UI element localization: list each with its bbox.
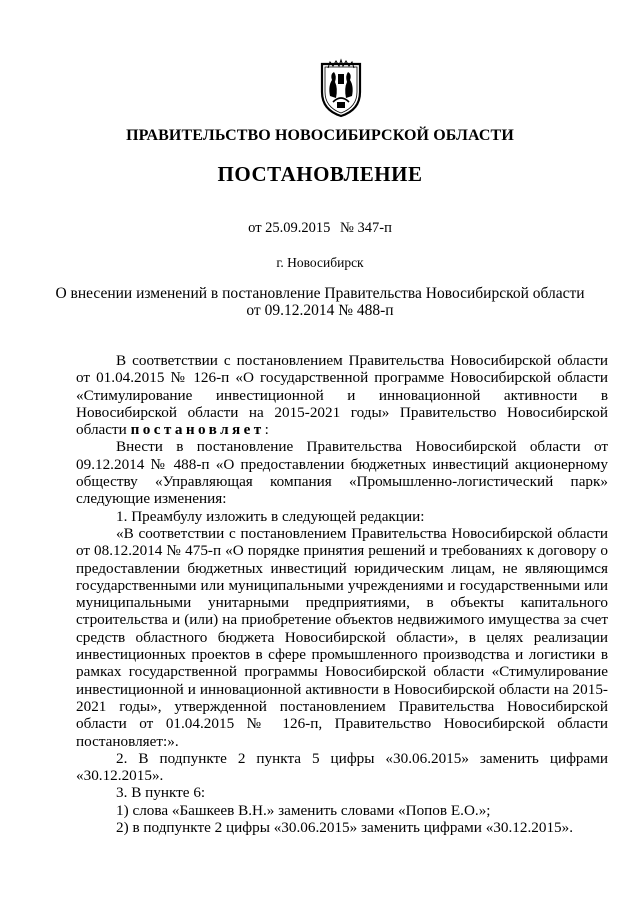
- document-subject: [0, 285, 640, 319]
- preamble-paragraph: [76, 352, 608, 438]
- body-paragraph-6: 3. В пункте 6:: [116, 784, 206, 802]
- body-paragraph-8: 2) в подпункте 2 цифры «30.06.2015» заменить цифрами «30.12.2015».: [116, 819, 574, 837]
- document-date: от 25.09.2015: [248, 220, 331, 236]
- body-paragraph-5: 2. В подпункте 2 пункта 5 цифры «30.06.2015» заменить цифрами «30.12.2015».: [76, 749, 608, 785]
- decree-word: постановляет: [130, 421, 265, 439]
- date-number-line: [0, 220, 640, 237]
- body-paragraph-4: «В соответствии с постановлением Правительства Новосибирской области от 08.12.2014 № 475-п «О порядке принятия решений и требованиях к договору о предоставлении бюджетных инвестиций юридическим лицам, не являющимся государственными или муниципальными учреждениями и государственными или муниципальными унитарными предприятиями, в объекты капитального строительства и (или) на приобретение объектов недвижимого имущества за счет средств областного бюджета Новосибирской области», в целях реализации инвестиционных проектов в сфере промышленного производства и логистики в рамках государственной программы Новосибирской области «Стимулирование инвестиционной и инновационной активности в Новосибирской области на 2015-2021 годы», утвержденной постановлением Правительства Новосибирской области от 01.04.2015 № 126-п, Правительство Новосибирской области постановляет:».: [76, 524, 608, 750]
- document-body: [76, 352, 608, 836]
- document-number: № 347-п: [340, 220, 392, 236]
- coat-of-arms-icon: [318, 58, 364, 118]
- preamble-text: В соответствии с постановлением Правительства Новосибирской области от 01.04.2015 № 126-п «О государственной программе Новосибирской области «Стимулирование инвестиционной и инновационной активности в Новосибирской области на 2015-2021 годы» Правительство Новосибирской области: [76, 352, 608, 439]
- body-paragraph-2: Внести в постановление Правительства Новосибирской области от 09.12.2014 № 488-п «О предоставлении бюджетных инвестиций акционерному обществу «Управляющая компания «Промышленно-логистический парк» следующие изменения:: [76, 438, 608, 508]
- preamble-end: :: [264, 421, 269, 439]
- subject-line-1: О внесении изменений в постановление Правительства Новосибирской области: [55, 285, 585, 302]
- subject-line-2: от 09.12.2014 № 488-п: [246, 302, 394, 319]
- body-paragraph-3: 1. Преамбулу изложить в следующей редакции:: [116, 507, 425, 525]
- body-paragraph-7: 1) слова «Башкеев В.Н.» заменить словами «Попов Е.О.»;: [116, 801, 491, 819]
- organization-title: ПРАВИТЕЛЬСТВО НОВОСИБИРСКОЙ ОБЛАСТИ: [126, 127, 514, 144]
- document-type-title: ПОСТАНОВЛЕНИЕ: [217, 162, 423, 186]
- document-city: г. Новосибирск: [276, 255, 364, 270]
